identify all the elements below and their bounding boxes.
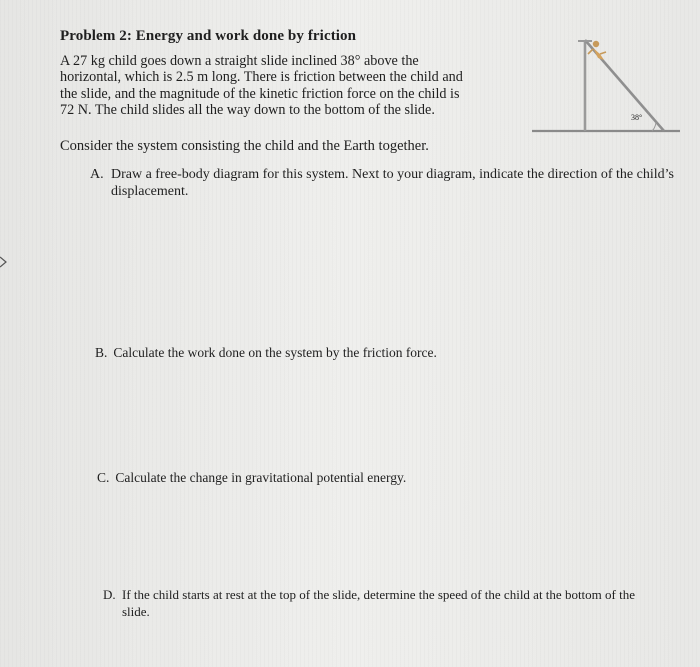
- part-letter: C.: [97, 470, 110, 485]
- page-edge-mark: [0, 255, 8, 269]
- problem-title: Problem 2: Energy and work done by friction: [60, 28, 357, 44]
- part-b: [95, 345, 437, 361]
- child-icon: [588, 41, 606, 60]
- part-text: Calculate the work done on the system by the friction force.: [113, 345, 437, 360]
- part-text: Calculate the change in gravitational potential energy.: [115, 470, 407, 485]
- part-letter: D.: [103, 587, 116, 602]
- part-d: [103, 586, 643, 620]
- problem-statement: [60, 53, 512, 118]
- problem-line: A 27 kg child goes down a straight slide inclined 38° above the: [60, 53, 419, 69]
- angle-label: 38°: [631, 113, 643, 122]
- problem-line: 72 N. The child slides all the way down to the bottom of the slide.: [60, 101, 435, 118]
- part-text: Draw a free-body diagram for this system. Next to your diagram, indicate the direction of the child’s displacement.: [111, 167, 674, 199]
- slide-diagram-icon: [530, 32, 680, 140]
- system-statement: Consider the system consisting the child and the Earth together.: [60, 138, 429, 154]
- part-letter: B.: [95, 345, 108, 360]
- part-a: [90, 166, 680, 200]
- problem-line: the slide, and the magnitude of the kinetic friction force on the child is: [60, 85, 460, 102]
- part-text: If the child starts at rest at the top of the slide, determine the speed of the child at the bottom of the slide.: [122, 587, 635, 619]
- part-c: [97, 470, 406, 486]
- part-letter: A.: [90, 167, 104, 182]
- problem-line: horizontal, which is 2.5 m long. There is friction between the child and: [60, 69, 463, 86]
